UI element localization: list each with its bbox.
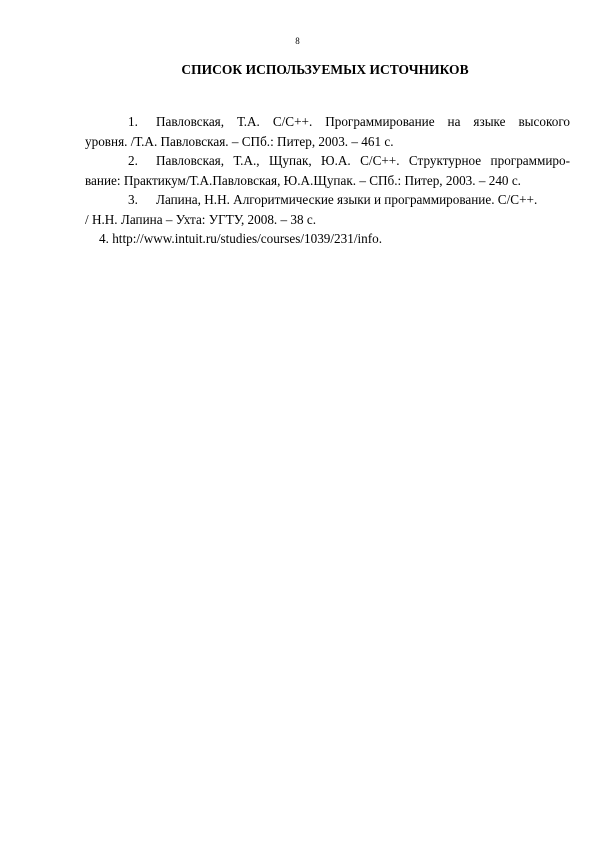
reference-text: Лапина, Н.Н. Алгоритмические языки и программирование. С/С++.	[156, 192, 538, 207]
reference-url-text: http://www.intuit.ru/studies/courses/1039/231/info.	[112, 231, 383, 246]
reference-3-continuation: / Н.Н. Лапина – Ухта: УГТУ, 2008. – 38 с.	[85, 211, 317, 227]
reference-item-1	[85, 112, 570, 151]
reference-4-line	[85, 229, 570, 249]
page-title: СПИСОК ИСПОЛЬЗУЕМЫХ ИСТОЧНИКОВ	[181, 62, 469, 77]
reference-number: 4.	[99, 231, 109, 246]
reference-item-3	[85, 190, 570, 229]
reference-2-first-line	[85, 151, 570, 171]
reference-number: 3.	[128, 192, 138, 207]
reference-text: Павловская, Т.А. С/С++. Программирование на языке высокого	[156, 114, 570, 129]
reference-2-continuation: вание: Практикум/Т.А.Павловская, Ю.А.Щупак. – СПб.: Питер, 2003. – 240 с.	[85, 172, 521, 188]
reference-3-first-line	[85, 190, 570, 210]
page-number: 8	[295, 36, 300, 46]
reference-item-4	[85, 229, 570, 249]
reference-number: 2.	[128, 153, 138, 168]
reference-text: Павловская, Т.А., Щупак, Ю.А. С/С++. Структурное программиро-	[156, 153, 570, 168]
reference-1-continuation: уровня. /Т.А. Павловская. – СПб.: Питер, 2003. – 461 с.	[85, 133, 394, 149]
reference-number: 1.	[128, 114, 138, 129]
reference-item-2	[85, 151, 570, 190]
reference-1-first-line	[85, 112, 570, 132]
references-list	[85, 112, 570, 249]
